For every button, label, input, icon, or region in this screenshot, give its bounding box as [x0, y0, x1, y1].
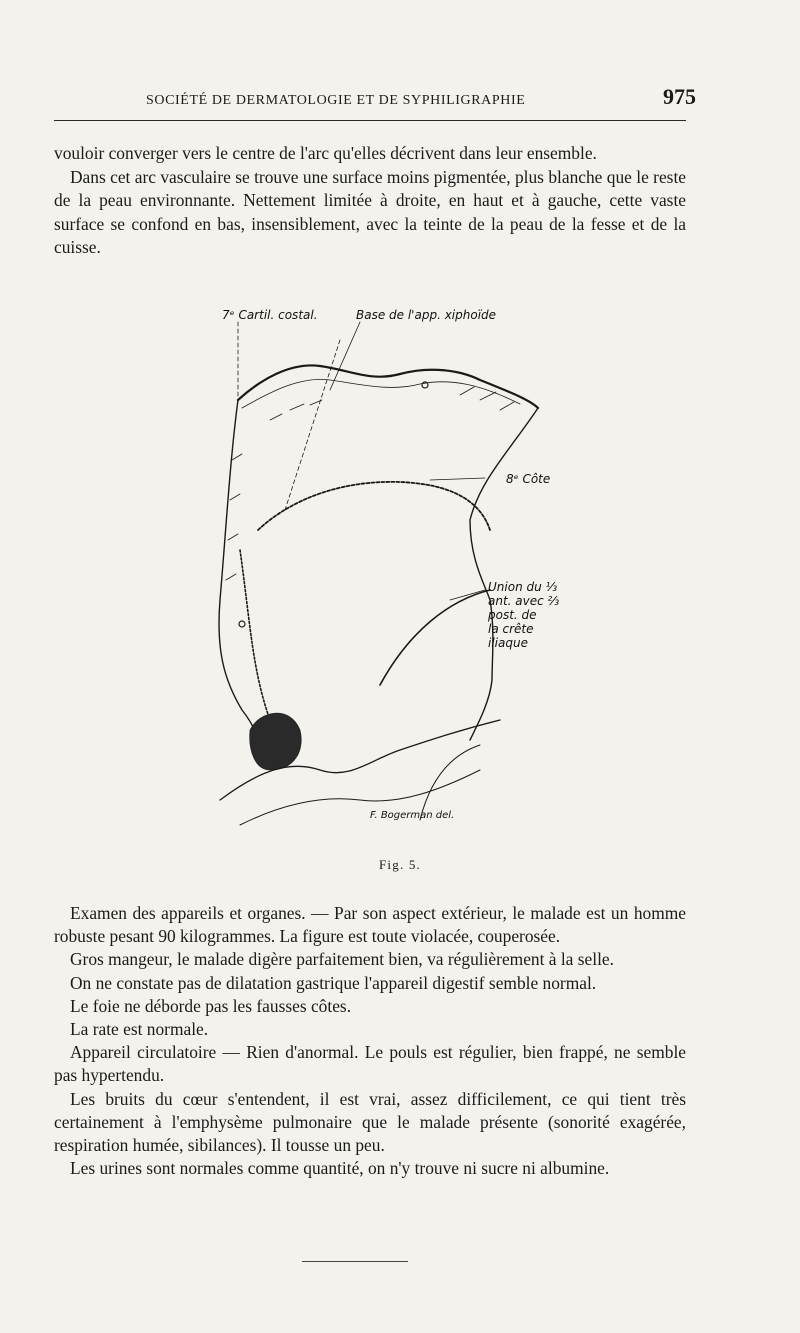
paragraph: On ne constate pas de dilatation gastrique l'appareil digestif semble normal. [70, 972, 597, 993]
body-text-bottom [54, 902, 686, 1180]
header-rule [54, 120, 686, 121]
label-cartilage: 7ᵉ Cartil. costal. [222, 308, 318, 322]
label-artist: F. Bogerman del. [370, 810, 455, 821]
label-union-line-4: la crête [488, 622, 534, 636]
page-number: 975 [663, 84, 696, 109]
paragraph: Gros mangeur, le malade digère parfaitement bien, va régulièrement à la selle. [70, 949, 614, 970]
label-union-line-2: ant. avec ⅔ [488, 594, 560, 608]
paragraph: Les bruits du cœur s'entendent, il est vrai, assez difficilement, ce qui tient très certainement à l'emphysème pulmonaire que le malade présente (sonorité exagérée, respiration humée, sibilances). Il tousse un peu. [54, 1088, 686, 1156]
label-union-line-3: post. de [488, 608, 537, 622]
paragraph: Examen des appareils et organes. — Par son aspect extérieur, le malade est un homme robuste pesant 90 kilogrammes. La figure est toute violacée, couperosée. [54, 903, 686, 947]
paragraph: La rate est normale. [70, 1019, 209, 1040]
figure-drawing [180, 300, 580, 845]
label-xiphoid: Base de l'app. xiphoïde [356, 308, 497, 322]
figure-caption: Fig. 5. [379, 857, 421, 872]
body-text-top [54, 142, 686, 260]
anatomical-figure [180, 300, 580, 845]
label-union-line-5: iliaque [488, 636, 528, 650]
paragraph: Appareil circulatoire — Rien d'anormal. Le pouls est régulier, bien frappé, ne semble pas hypertendu. [54, 1042, 686, 1086]
label-union-line-1: Union du ⅓ [488, 580, 558, 594]
bottom-rule [302, 1261, 408, 1262]
label-rib: 8ᵉ Côte [506, 472, 551, 486]
paragraph: Les urines sont normales comme quantité, on n'y trouve ni sucre ni albumine. [70, 1158, 610, 1179]
paragraph: Le foie ne déborde pas les fausses côtes. [70, 995, 352, 1016]
running-title: SOCIÉTÉ DE DERMATOLOGIE ET DE SYPHILIGRAPHIE [146, 93, 526, 108]
running-head [54, 84, 696, 110]
paragraph: vouloir converger vers le centre de l'arc qu'elles décrivent dans leur ensemble. [54, 143, 597, 163]
paragraph: Dans cet arc vasculaire se trouve une surface moins pigmentée, plus blanche que le reste de la peau environnante. Nettement limitée à droite, en haut et à gauche, cette vaste surface se confond en bas, insensiblement, avec la teinte de la peau de la fesse et de la cuisse. [54, 166, 686, 258]
